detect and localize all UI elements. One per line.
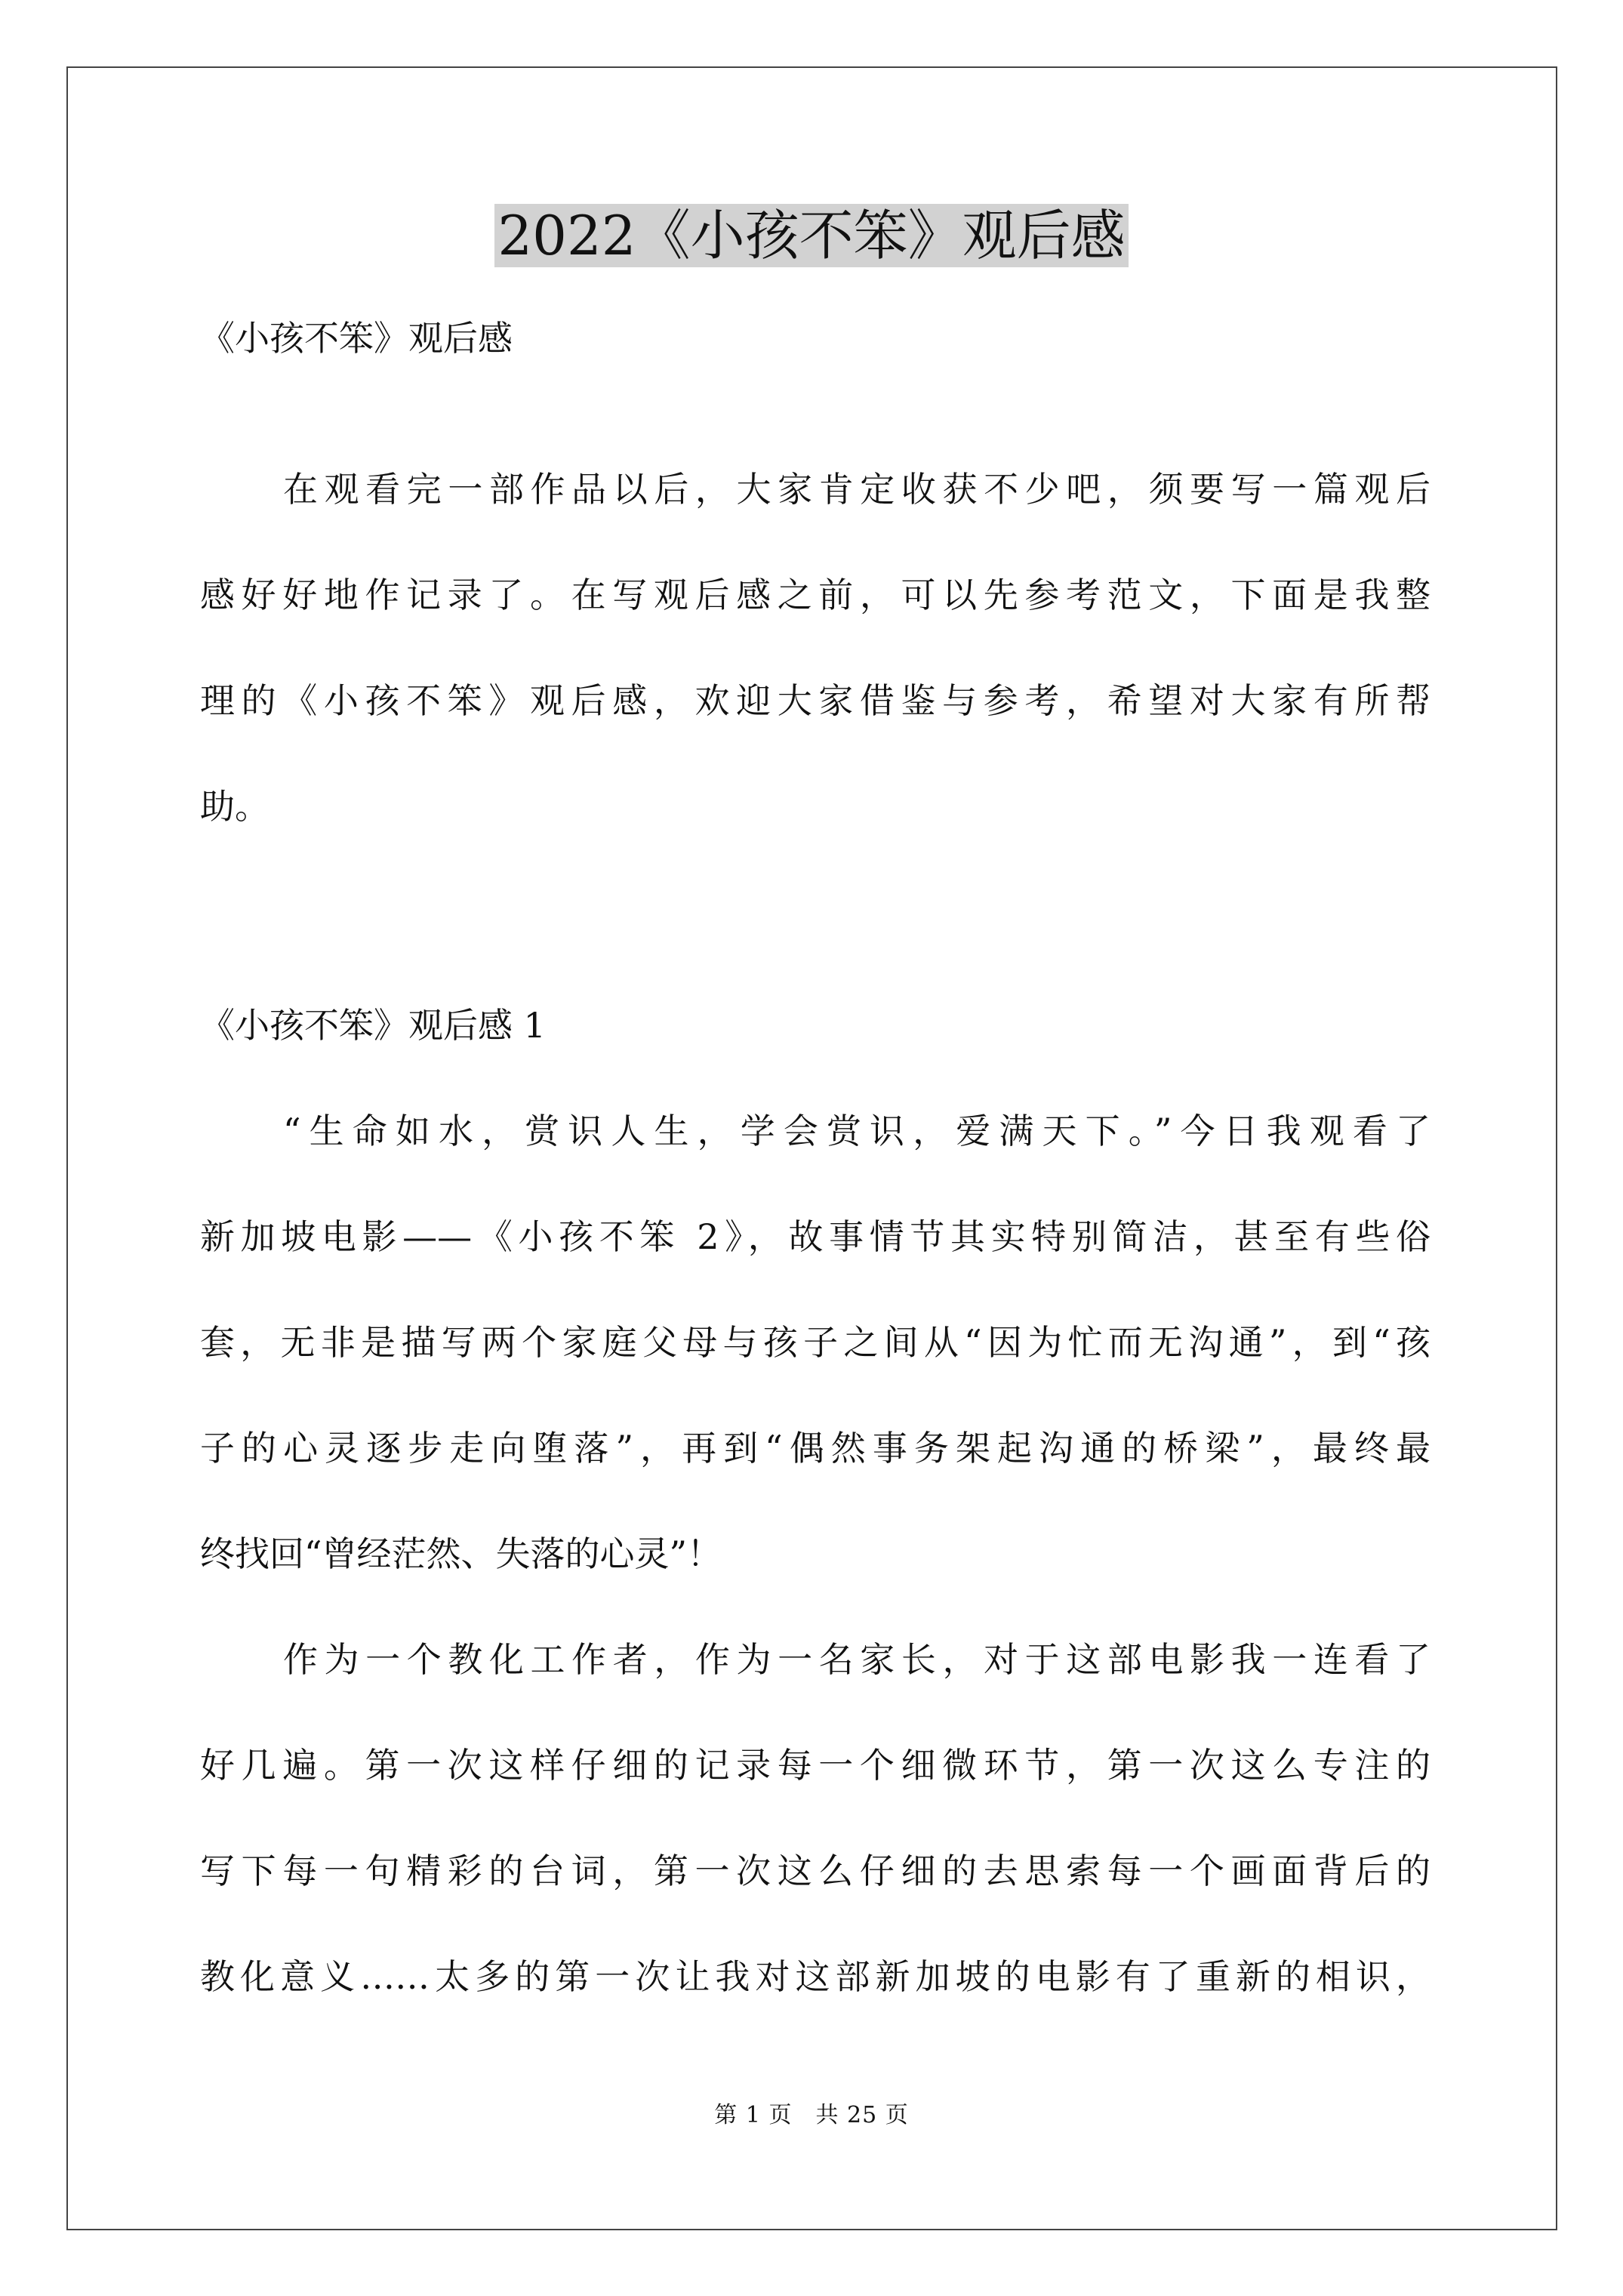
page-number: 第 1 页 共 25 页 [714, 2102, 909, 2128]
paragraph-line: 套，无非是描写两个家庭父母与孩子之间从“因为忙而无沟通”，到“孩 [200, 1322, 1431, 1363]
paragraph-line: 好几遍。第一次这样仔细的记录每一个细微环节，第一次这么专注的 [200, 1745, 1431, 1786]
document-subtitle: 《小孩不笨》观后感 [200, 318, 513, 359]
paragraph-line: 作为一个教化工作者，作为一名家长，对于这部电影我一连看了 [283, 1639, 1431, 1680]
intro-line: 理的《小孩不笨》观后感，欢迎大家借鉴与参考，希望对大家有所帮 [200, 680, 1431, 721]
intro-line: 助。 [200, 786, 269, 827]
paragraph-line: 新加坡电影——《小孩不笨 2》，故事情节其实特别简洁，甚至有些俗 [200, 1216, 1431, 1257]
paragraph-line: 子的心灵逐步走向堕落”，再到“偶然事务架起沟通的桥梁”，最终最 [200, 1428, 1431, 1469]
section-heading: 《小孩不笨》观后感 1 [200, 1005, 546, 1046]
intro-line: 感好好地作记录了。在写观后感之前，可以先参考范文，下面是我整 [200, 575, 1431, 615]
paragraph-line: 终找回“曾经茫然、失落的心灵”！ [200, 1533, 722, 1574]
paragraph-line: “生命如水，赏识人生，学会赏识，爱满天下。”今日我观看了 [283, 1111, 1431, 1151]
document-title-text: 2022《小孩不笨》观后感 [494, 204, 1128, 267]
paragraph-line: 写下每一句精彩的台词，第一次这么仔细的去思索每一个画面背后的 [200, 1851, 1431, 1891]
intro-line: 在观看完一部作品以后，大家肯定收获不少吧，须要写一篇观后 [283, 469, 1431, 510]
paragraph-line: 教化意义……太多的第一次让我对这部新加坡的电影有了重新的相识， [200, 1956, 1431, 1997]
document-title [0, 198, 1623, 273]
